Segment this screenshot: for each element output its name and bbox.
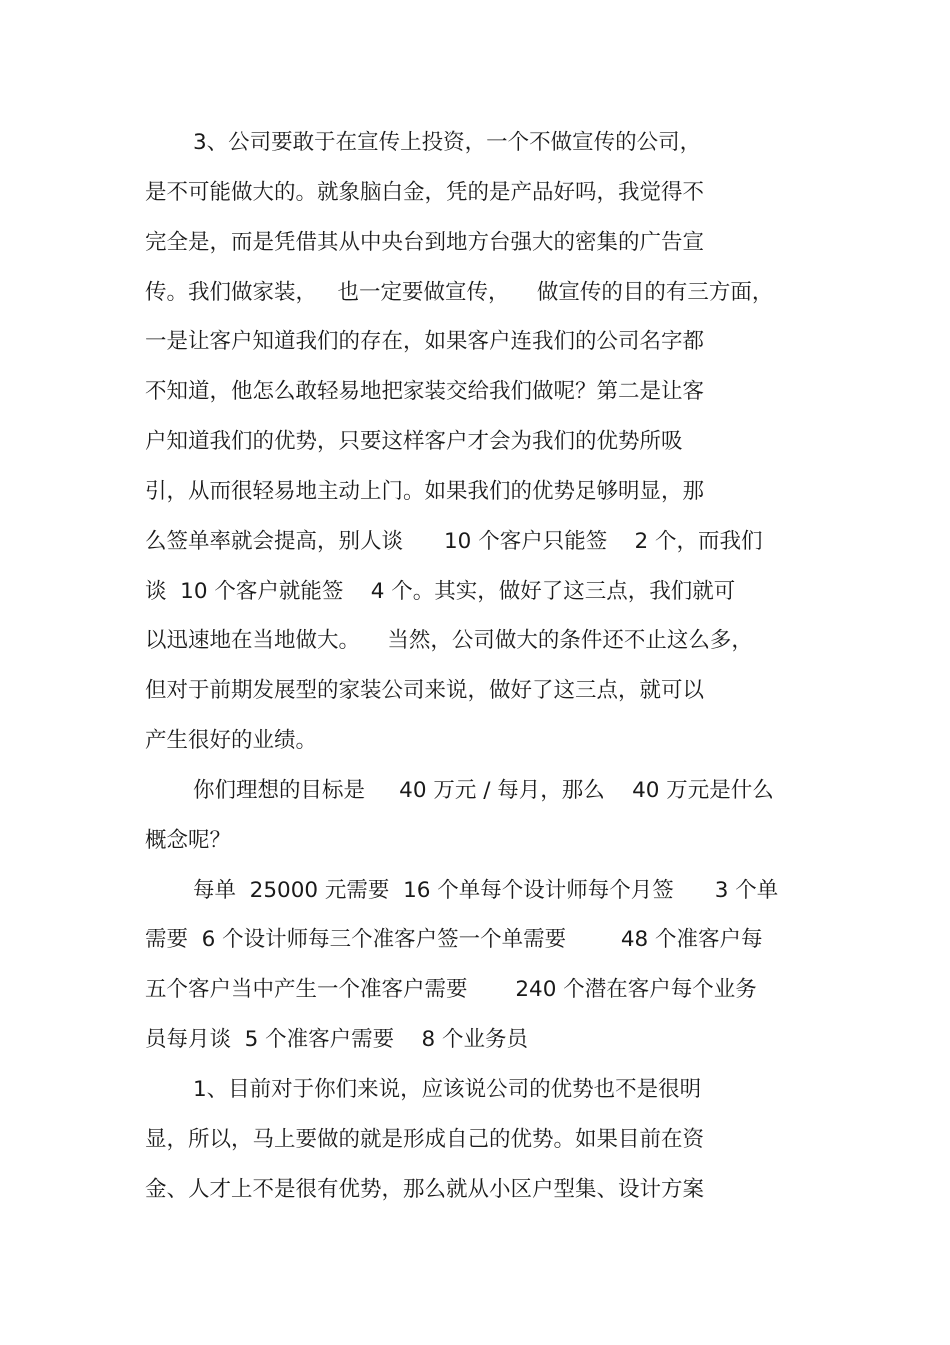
text-line: 以迅速地在当地做大。 当然，公司做大的条件还不止这么多， bbox=[145, 628, 753, 653]
text-line: 五个客户当中产生一个准客户需要 240 个潜在客户每个业务 bbox=[145, 977, 757, 1002]
text-line: 1、目前对于你们来说，应该说公司的优势也不是很明 bbox=[193, 1077, 702, 1102]
text-line: 一是让客户知道我们的存在，如果客户连我们的公司名字都 bbox=[145, 329, 705, 354]
text-line: 显，所以，马上要做的就是形成自己的优势。如果目前在资 bbox=[145, 1127, 705, 1152]
text-line: 完全是，而是凭借其从中央台到地方台强大的密集的广告宣 bbox=[145, 230, 705, 255]
text-line: 3、公司要敢于在宣传上投资，一个不做宣传的公司， bbox=[193, 130, 702, 155]
text-line: 需要 6 个设计师每三个准客户签一个单需要 48 个准客户每 bbox=[145, 927, 763, 952]
text-line: 金、人才上不是很有优势，那么就从小区户型集、设计方案 bbox=[145, 1177, 705, 1202]
text-line: 概念呢？ bbox=[145, 828, 232, 853]
text-line: 谈 10 个客户就能签 4 个。其实，做好了这三点，我们就可 bbox=[145, 579, 736, 604]
text-line: 么签单率就会提高，别人谈 10 个客户只能签 2 个，而我们 bbox=[145, 529, 763, 554]
text-line: 但对于前期发展型的家装公司来说，做好了这三点，就可以 bbox=[145, 678, 705, 703]
text-line: 引，从而很轻易地主动上门。如果我们的优势足够明显，那 bbox=[145, 479, 705, 504]
text-line: 你们理想的目标是 40 万元 / 每月，那么 40 万元是什么 bbox=[193, 778, 774, 803]
text-line: 是不可能做大的。就象脑白金，凭的是产品好吗，我觉得不 bbox=[145, 180, 705, 205]
text-line: 户知道我们的优势，只要这样客户才会为我们的优势所吸 bbox=[145, 429, 683, 454]
text-line: 产生很好的业绩。 bbox=[145, 728, 318, 753]
text-line: 传。我们做家装， 也一定要做宣传， 做宣传的目的有三方面， bbox=[145, 280, 774, 305]
text-line: 员每月谈 5 个准客户需要 8 个业务员 bbox=[145, 1027, 529, 1052]
text-line: 每单 25000 元需要 16 个单每个设计师每个月签 3 个单 bbox=[193, 878, 779, 903]
text-line: 不知道，他怎么敢轻易地把家装交给我们做呢？第二是让客 bbox=[145, 379, 705, 404]
